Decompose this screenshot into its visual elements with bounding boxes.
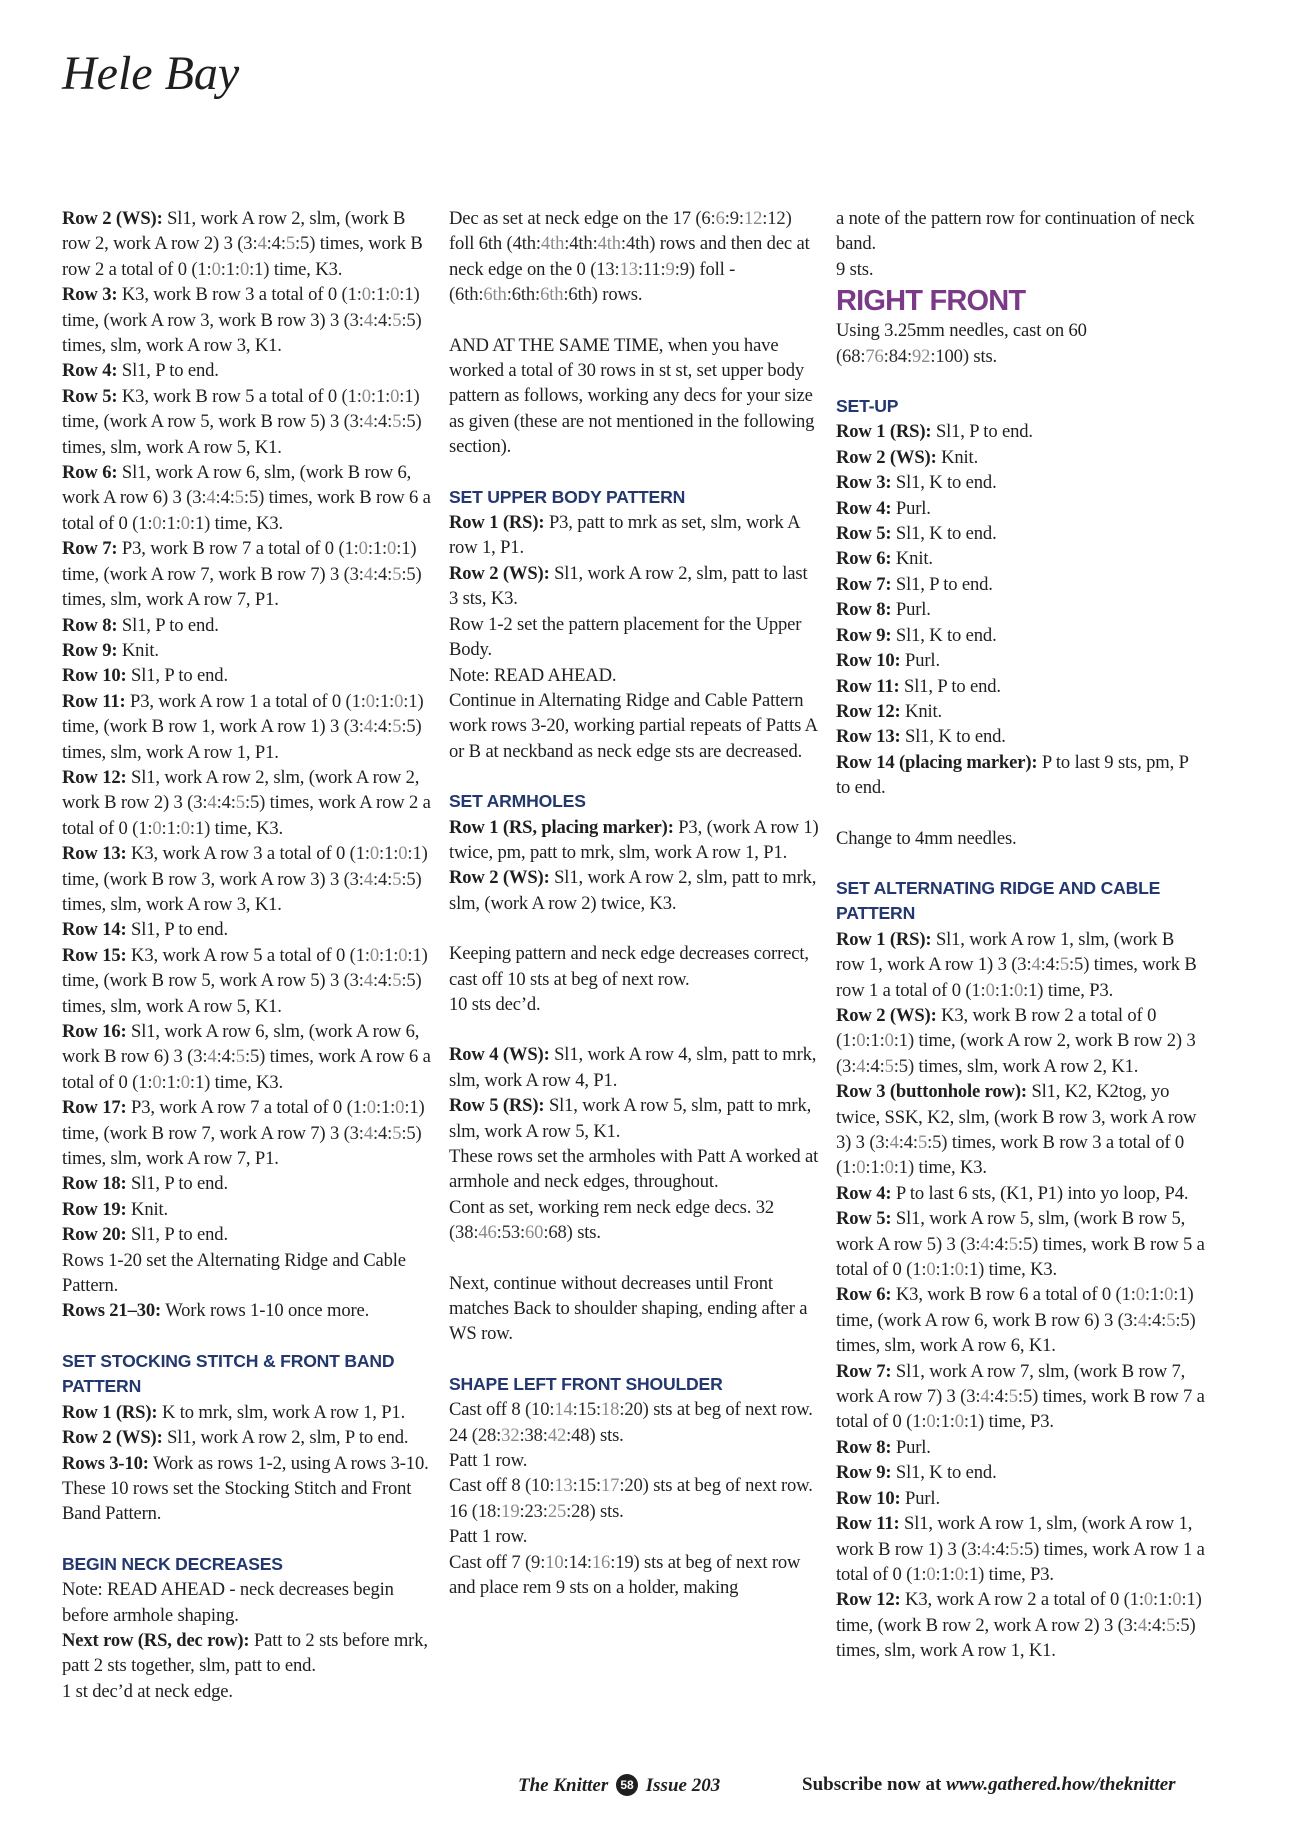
instruction-line: [836, 1460, 1206, 1485]
instruction-line: [62, 943, 432, 1019]
instruction-line: [836, 1079, 1206, 1181]
row-label: Row 1 (RS):: [62, 1401, 158, 1423]
instruction-line: [449, 1423, 819, 1448]
instruction-text: Sl1, K to end.: [895, 523, 997, 545]
instruction-line: [449, 1195, 819, 1246]
instruction-text: Keeping pattern and neck edge decreases correct, cast off 10 sts at beg of next row.: [449, 943, 809, 990]
row-label: Row 5:: [836, 523, 892, 545]
row-label: Row 2 (WS):: [449, 562, 550, 584]
instruction-text: Sl1, work A row 1, slm, (work B row 1, work A row 1) 3 (3:4:4:5:5) times, work B row 1 a total of 0 (1:0:1:0:1) time, P3.: [836, 928, 1197, 1001]
instruction-line: [62, 663, 432, 688]
instruction-text: Purl.: [895, 599, 931, 621]
instruction-line: [449, 561, 819, 612]
paragraph-spacer: [449, 916, 819, 941]
instruction-line: [62, 1298, 432, 1323]
instruction-text: Work as rows 1-2, using A rows 3-10.: [152, 1452, 429, 1474]
instruction-line: [836, 1206, 1206, 1282]
part-heading: RIGHT FRONT: [836, 285, 1026, 318]
paragraph-spacer: [836, 369, 1206, 394]
instruction-text: Sl1, work A row 5, slm, (work B row 5, work A row 5) 3 (3:4:4:5:5) times, work B row 5 a total of 0 (1:0:1:0:1) time, K3.: [836, 1208, 1205, 1281]
paragraph-spacer: [836, 801, 1206, 826]
paragraph-spacer: [62, 1527, 432, 1552]
instruction-text: Using 3.25mm needles, cast on 60 (68:76:84:92:100) sts.: [836, 320, 1087, 367]
instruction-text: K3, work B row 5 a total of 0 (1:0:1:0:1) time, (work A row 5, work B row 5) 3 (3:4:4:5:5) times, slm, work A row 5, K1.: [62, 385, 422, 458]
instruction-text: Dec as set at neck edge on the 17 (6:6:9:12:12) foll 6th (4th:4th:4th:4th:4th) rows and then dec at neck edge on the 0 (13:13:11:9:9) foll - (6th:6th:6th:6th:6th) rows.: [449, 208, 810, 306]
instruction-line: [62, 1248, 432, 1299]
instruction-line: [836, 1486, 1206, 1511]
row-label: Row 10:: [836, 1487, 901, 1509]
instruction-text: Sl1, work A row 2, slm, P to end.: [167, 1427, 409, 1449]
instruction-text: Purl.: [905, 650, 940, 672]
row-label: Row 18:: [62, 1173, 127, 1195]
footer-magazine-info: [518, 1774, 720, 1797]
instruction-text: Purl.: [895, 497, 931, 519]
row-label: Row 10:: [62, 665, 127, 687]
instruction-text: Sl1, P to end.: [121, 614, 219, 636]
instruction-line: [449, 992, 819, 1017]
instruction-text: 10 sts dec’d.: [449, 993, 541, 1015]
column-1: [62, 206, 432, 1704]
instruction-text: Purl.: [895, 1436, 931, 1458]
row-label: Row 2 (WS):: [62, 208, 163, 229]
section-heading: SET ALTERNATING RIDGE AND CABLE PATTERN: [836, 877, 1161, 924]
instruction-line: [449, 1397, 819, 1422]
row-label: Row 4 (WS):: [449, 1044, 550, 1066]
instruction-text: Sl1, P to end.: [131, 665, 228, 687]
instruction-text: Knit.: [895, 548, 933, 570]
instruction-text: Sl1, K2, K2tog, yo twice, SSK, K2, slm, (work B row 3, work A row 3) 3 (3:4:4:5:5) times, work B row 3 a total of 0 (1:0:1:0:1) time, K3.: [836, 1081, 1197, 1179]
instruction-line: [836, 1282, 1206, 1358]
footer-subscribe: [802, 1774, 1176, 1796]
row-label: Row 8:: [836, 1436, 892, 1458]
row-label: Rows 3-10:: [62, 1452, 149, 1474]
row-label: Row 12:: [836, 1589, 901, 1611]
row-label: Row 2 (WS):: [449, 867, 550, 889]
paragraph-spacer: [449, 1246, 819, 1271]
row-label: Row 13:: [836, 726, 901, 748]
row-label: Row 6:: [62, 462, 118, 484]
row-label: Row 12:: [836, 700, 901, 722]
instruction-text: Row 1-2 set the pattern placement for the Upper Body.: [449, 613, 802, 661]
instruction-text: K3, work B row 3 a total of 0 (1:0:1:0:1) time, (work A row 3, work B row 3) 3 (3:4:4:5:5) times, slm, work A row 3, K1.: [62, 284, 422, 357]
instruction-text: Sl1, work A row 6, slm, (work B row 6, work A row 6) 3 (3:4:4:5:5) times, work B row 6 a total of 0 (1:0:1:0:1) time, K3.: [62, 462, 431, 534]
instruction-line: [449, 1499, 819, 1524]
row-label: Row 2 (WS):: [836, 446, 937, 468]
row-label: Row 14:: [62, 919, 127, 941]
instruction-line: [836, 470, 1206, 495]
column-2: [449, 206, 819, 1601]
row-label: Row 3:: [836, 472, 892, 494]
footer-subscribe-link[interactable]: www.gathered.how/theknitter: [946, 1774, 1176, 1795]
instruction-text: Sl1, work A row 1, slm, (work A row 1, work B row 1) 3 (3:4:4:5:5) times, work A row 1 a total of 0 (1:0:1:0:1) time, P3.: [836, 1513, 1205, 1585]
instruction-line: [836, 1181, 1206, 1206]
instruction-line: [449, 1524, 819, 1549]
row-label: Row 3:: [62, 284, 118, 306]
instruction-text: Patt 1 row.: [449, 1526, 528, 1548]
instruction-text: Sl1, K to end.: [895, 472, 997, 494]
instruction-line: [62, 1197, 432, 1222]
instruction-text: 1 st dec’d at neck edge.: [62, 1680, 233, 1702]
row-label: Row 2 (WS):: [836, 1004, 937, 1026]
row-label: Row 4:: [836, 497, 892, 519]
instruction-text: Sl1, work A row 5, slm, patt to mrk, slm, work A row 5, K1.: [449, 1095, 812, 1142]
footer-subscribe-text: Subscribe now at: [802, 1774, 942, 1795]
instruction-text: Sl1, K to end.: [895, 624, 997, 646]
instruction-text: Sl1, work A row 7, slm, (work B row 7, work A row 7) 3 (3:4:4:5:5) times, work B row 7 a total of 0 (1:0:1:0:1) time, P3.: [836, 1360, 1205, 1433]
page-footer: [0, 1774, 1300, 1804]
instruction-text: Change to 4mm needles.: [836, 827, 1017, 849]
row-label: Row 4:: [62, 360, 118, 382]
instruction-line: [836, 419, 1206, 444]
instruction-line: [449, 612, 819, 663]
instruction-text: a note of the pattern row for continuation of neck band.: [836, 208, 1195, 255]
footer-magazine-name: The Knitter: [518, 1775, 609, 1796]
row-label: Row 15:: [62, 944, 127, 966]
row-label: Row 7:: [62, 538, 118, 560]
row-label: Row 1 (RS):: [449, 512, 545, 534]
paragraph-spacer: [449, 460, 819, 485]
instruction-text: Note: READ AHEAD - neck decreases begin before armhole shaping.: [62, 1579, 394, 1626]
instruction-text: Knit.: [941, 446, 979, 468]
instruction-text: P to last 9 sts, pm, P to end.: [836, 751, 1189, 799]
row-label: Row 8:: [62, 614, 118, 636]
instruction-line: [836, 750, 1206, 801]
instruction-line: [62, 282, 432, 358]
instruction-line: [449, 1550, 819, 1601]
instruction-line: [62, 841, 432, 917]
instruction-text: K3, work A row 2 a total of 0 (1:0:1:0:1) time, (work B row 2, work A row 2) 3 (3:4:4:5:5) times, slm, work A row 1, K1.: [836, 1589, 1202, 1662]
instruction-line: [836, 724, 1206, 749]
section-heading: SET STOCKING STITCH & FRONT BAND PATTERN: [62, 1350, 395, 1397]
instruction-text: Work rows 1-10 once more.: [165, 1300, 370, 1322]
instruction-line: [62, 1019, 432, 1095]
section-heading: SHAPE LEFT FRONT SHOULDER: [449, 1373, 723, 1394]
instruction-line: [62, 1095, 432, 1171]
instruction-line: [449, 206, 819, 308]
instruction-text: K3, work B row 6 a total of 0 (1:0:1:0:1) time, (work A row 6, work B row 6) 3 (3:4:4:5:5) times, slm, work A row 6, K1.: [836, 1284, 1196, 1357]
instruction-text: Cont as set, working rem neck edge decs. 32 (38:46:53:60:68) sts.: [449, 1196, 775, 1244]
row-label: Row 7:: [836, 573, 892, 595]
instruction-text: Sl1, P to end.: [904, 675, 1001, 697]
row-label: Row 1 (RS, placing marker):: [449, 816, 674, 838]
instruction-line: [62, 917, 432, 942]
instruction-line: [62, 1451, 432, 1476]
pattern-title: Hele Bay: [62, 47, 240, 100]
instruction-line: [62, 1425, 432, 1450]
instruction-line: [449, 1473, 819, 1498]
instruction-text: Knit.: [121, 639, 159, 661]
row-label: Row 12:: [62, 766, 127, 788]
instruction-line: [62, 460, 432, 536]
row-label: Row 11:: [836, 1513, 900, 1535]
paragraph-spacer: [449, 1017, 819, 1042]
paragraph-spacer: [449, 308, 819, 333]
instruction-line: [62, 358, 432, 383]
instruction-text: Purl.: [905, 1487, 940, 1509]
row-label: Row 1 (RS):: [836, 421, 932, 443]
instruction-line: [62, 1577, 432, 1628]
instruction-line: [62, 536, 432, 612]
instruction-line: [449, 510, 819, 561]
instruction-text: K3, work A row 5 a total of 0 (1:0:1:0:1) time, (work B row 5, work A row 5) 3 (3:4:4:5:5) times, slm, work A row 5, K1.: [62, 944, 428, 1017]
row-label: Row 9:: [836, 1462, 892, 1484]
instruction-line: [449, 333, 819, 460]
instruction-line: [62, 689, 432, 765]
instruction-line: [836, 1359, 1206, 1435]
instruction-text: Patt to 2 sts before mrk, patt 2 sts together, slm, patt to end.: [62, 1629, 428, 1677]
instruction-line: [62, 638, 432, 663]
row-label: Row 11:: [836, 675, 900, 697]
row-label: Row 17:: [62, 1097, 127, 1119]
row-label: Row 14 (placing marker):: [836, 751, 1038, 773]
row-label: Row 3 (buttonhole row):: [836, 1081, 1027, 1103]
instruction-text: Sl1, work A row 2, slm, (work A row 2, work B row 2) 3 (3:4:4:5:5) times, work A row 2 a total of 0 (1:0:1:0:1) time, K3.: [62, 766, 431, 839]
instruction-line: [62, 206, 432, 282]
instruction-line: [836, 257, 1206, 282]
instruction-text: P3, (work A row 1) twice, pm, patt to mrk, slm, work A row 1, P1.: [449, 816, 819, 863]
instruction-text: 9 sts.: [836, 258, 874, 280]
instruction-text: Sl1, P to end.: [131, 919, 228, 941]
instruction-text: K3, work B row 2 a total of 0 (1:0:1:0:1) time, (work A row 2, work B row 2) 3 (3:4:4:5:5) times, slm, work A row 2, K1.: [836, 1004, 1196, 1077]
instruction-line: [62, 1400, 432, 1425]
instruction-line: [62, 1679, 432, 1704]
instruction-line: [836, 206, 1206, 257]
instruction-line: [836, 674, 1206, 699]
instruction-line: [836, 445, 1206, 470]
row-label: Row 5 (RS):: [449, 1095, 545, 1117]
instruction-text: Sl1, K to end.: [895, 1462, 997, 1484]
row-label: Row 10:: [836, 650, 901, 672]
instruction-text: Knit.: [905, 700, 943, 722]
instruction-line: [836, 521, 1206, 546]
page-number-badge: 58: [616, 1774, 638, 1796]
row-label: Row 6:: [836, 1284, 892, 1306]
instruction-line: [836, 597, 1206, 622]
instruction-line: [449, 1271, 819, 1347]
footer-issue: Issue 203: [645, 1775, 721, 1796]
paragraph-spacer: [836, 851, 1206, 876]
instruction-line: [836, 623, 1206, 648]
section-heading: SET-UP: [836, 396, 899, 417]
instruction-line: [449, 688, 819, 764]
instruction-text: P3, work A row 1 a total of 0 (1:0:1:0:1) time, (work B row 1, work A row 1) 3 (3:4:4:5:5) times, slm, work A row 1, P1.: [62, 690, 424, 763]
instruction-text: Note: READ AHEAD.: [449, 664, 617, 686]
instruction-text: P3, work A row 7 a total of 0 (1:0:1:0:1) time, (work B row 7, work A row 7) 3 (3:4:4:5:5) times, slm, work A row 7, P1.: [62, 1097, 425, 1170]
instruction-line: [836, 572, 1206, 597]
instruction-line: [836, 496, 1206, 521]
instruction-text: Cast off 7 (9:10:14:16:19) sts at beg of next row and place rem 9 sts on a holder, making: [449, 1551, 801, 1599]
instruction-line: [449, 1448, 819, 1473]
instruction-line: [449, 815, 819, 866]
instruction-line: [62, 613, 432, 638]
instruction-line: [449, 941, 819, 992]
instruction-text: Sl1, work A row 2, slm, (work B row 2, work A row 2) 3 (3:4:4:5:5) times, work B row 2 a total of 0 (1:0:1:0:1) time, K3.: [62, 208, 423, 280]
instruction-text: Sl1, P to end.: [121, 360, 219, 382]
row-label: Row 13:: [62, 843, 127, 865]
instruction-text: Sl1, P to end.: [895, 573, 993, 595]
row-label: Rows 21–30:: [62, 1300, 162, 1322]
instruction-line: [836, 927, 1206, 1003]
instruction-text: These rows set the armholes with Patt A worked at armhole and neck edges, throughout.: [449, 1146, 819, 1193]
section-heading: SET ARMHOLES: [449, 791, 586, 812]
instruction-text: K3, work A row 3 a total of 0 (1:0:1:0:1) time, (work B row 3, work A row 3) 3 (3:4:4:5:5) times, slm, work A row 3, K1.: [62, 843, 428, 915]
instruction-text: Continue in Alternating Ridge and Cable Pattern work rows 3-20, working partial repeats of Patts A or B at neckband as neck edge sts are decreased.: [449, 689, 817, 762]
instruction-text: P3, patt to mrk as set, slm, work A row 1, P1.: [449, 512, 800, 559]
instruction-line: [836, 1003, 1206, 1079]
paragraph-spacer: [449, 764, 819, 789]
instruction-text: 16 (18:19:23:25:28) sts.: [449, 1500, 624, 1522]
row-label: Row 16:: [62, 1021, 127, 1042]
instruction-line: [836, 546, 1206, 571]
instruction-text: Knit.: [131, 1198, 169, 1220]
instruction-line: [449, 1144, 819, 1195]
section-heading: BEGIN NECK DECREASES: [62, 1553, 283, 1574]
instruction-line: [836, 318, 1206, 369]
row-label: Row 5:: [62, 385, 118, 407]
instruction-text: Sl1, P to end.: [131, 1224, 228, 1246]
section-heading: SET UPPER BODY PATTERN: [449, 486, 686, 507]
instruction-line: [449, 865, 819, 916]
row-label: Row 7:: [836, 1360, 892, 1382]
instruction-text: AND AT THE SAME TIME, when you have worked a total of 30 rows in st st, set upper body pattern as follows, working any decs for your size as given (these are not mentioned in the following section).: [449, 334, 815, 458]
row-label: Row 11:: [62, 690, 126, 712]
column-3: [836, 206, 1206, 1664]
row-label: Row 1 (RS):: [836, 928, 932, 950]
instruction-text: P3, work B row 7 a total of 0 (1:0:1:0:1) time, (work A row 7, work B row 7) 3 (3:4:4:5:5) times, slm, work A row 7, P1.: [62, 538, 422, 611]
instruction-text: Patt 1 row.: [449, 1450, 528, 1472]
instruction-text: Sl1, work A row 2, slm, patt to last 3 sts, K3.: [449, 562, 808, 610]
instruction-line: [62, 1628, 432, 1679]
instruction-line: [836, 699, 1206, 724]
instruction-text: Sl1, K to end.: [905, 726, 1006, 748]
row-label: Row 9:: [62, 639, 118, 661]
instruction-text: P to last 6 sts, (K1, P1) into yo loop, P4.: [895, 1182, 1189, 1204]
row-label: Row 8:: [836, 599, 892, 621]
instruction-line: [836, 826, 1206, 851]
instruction-text: Sl1, work A row 4, slm, patt to mrk, slm, work A row 4, P1.: [449, 1044, 817, 1091]
row-label: Row 4:: [836, 1182, 892, 1204]
paragraph-spacer: [62, 1324, 432, 1349]
row-label: Row 9:: [836, 624, 892, 646]
row-label: Row 2 (WS):: [62, 1427, 163, 1449]
instruction-text: These 10 rows set the Stocking Stitch and Front Band Pattern.: [62, 1477, 412, 1525]
instruction-line: [449, 1042, 819, 1093]
instruction-text: Sl1, P to end.: [935, 421, 1033, 443]
instruction-line: [62, 384, 432, 460]
paragraph-spacer: [449, 1347, 819, 1372]
instruction-line: [449, 1093, 819, 1144]
instruction-text: Rows 1-20 set the Alternating Ridge and Cable Pattern.: [62, 1249, 406, 1297]
instruction-text: Sl1, work A row 2, slm, patt to mrk, slm, (work A row 2) twice, K3.: [449, 867, 817, 914]
instruction-text: Cast off 8 (10:13:15:17:20) sts at beg of next row.: [449, 1475, 813, 1497]
row-label: Row 6:: [836, 548, 892, 570]
instruction-text: Sl1, work A row 6, slm, (work A row 6, work B row 6) 3 (3:4:4:5:5) times, work A row 6 a total of 0 (1:0:1:0:1) time, K3.: [62, 1021, 431, 1093]
row-label: Row 20:: [62, 1224, 127, 1246]
instruction-line: [62, 1171, 432, 1196]
instruction-line: [62, 765, 432, 841]
instruction-line: [62, 1222, 432, 1247]
instruction-text: 24 (28:32:38:42:48) sts.: [449, 1424, 624, 1446]
instruction-line: [836, 648, 1206, 673]
instruction-line: [62, 1476, 432, 1527]
instruction-line: [836, 1435, 1206, 1460]
instruction-text: Next, continue without decreases until Front matches Back to shoulder shaping, ending after a WS row.: [449, 1272, 808, 1345]
instruction-line: [449, 663, 819, 688]
row-label: Row 5:: [836, 1208, 892, 1230]
instruction-line: [836, 1511, 1206, 1587]
row-label: Row 19:: [62, 1198, 127, 1220]
row-label: Next row (RS, dec row):: [62, 1629, 250, 1651]
instruction-line: [836, 1587, 1206, 1663]
instruction-text: Sl1, P to end.: [131, 1173, 228, 1195]
instruction-text: Cast off 8 (10:14:15:18:20) sts at beg of next row.: [449, 1399, 813, 1421]
instruction-text: K to mrk, slm, work A row 1, P1.: [161, 1401, 406, 1423]
